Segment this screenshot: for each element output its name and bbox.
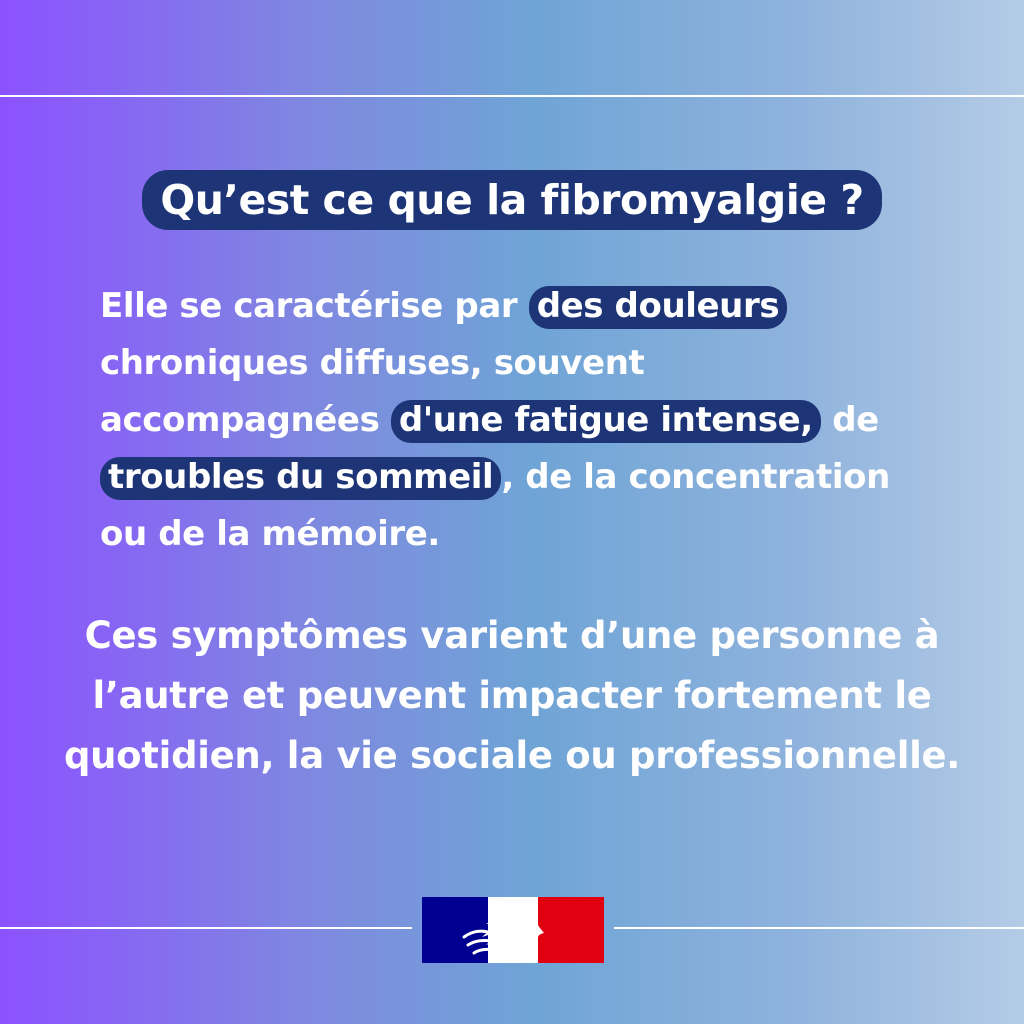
top-divider (0, 95, 1024, 97)
text-segment: chroniques diffuses, souvent accompagnées (100, 343, 645, 440)
title-container (0, 170, 1024, 230)
text-segment: , de la concentration ou de la mémoire. (100, 457, 890, 554)
page-title: Qu’est ce que la fibromyalgie ? (142, 170, 881, 230)
marianne-profile-icon (458, 897, 550, 963)
highlight-sleep: troubles du sommeil (100, 457, 501, 500)
bottom-divider-right (614, 927, 1024, 929)
bottom-divider-left (0, 927, 412, 929)
marianne-flag-logo (422, 897, 604, 963)
highlight-fatigue: d'une fatigue intense, (391, 400, 821, 443)
symptoms-paragraph: Ces symptômes varient d’une personne à l’autre et peuvent impacter fortement le quotidien, la vie sociale ou professionnelle. (63, 614, 961, 777)
definition-paragraph (100, 278, 930, 563)
text-segment: Elle se caractérise par (100, 286, 529, 326)
text-segment: de (820, 400, 879, 440)
highlight-pain: des douleurs (529, 286, 788, 329)
